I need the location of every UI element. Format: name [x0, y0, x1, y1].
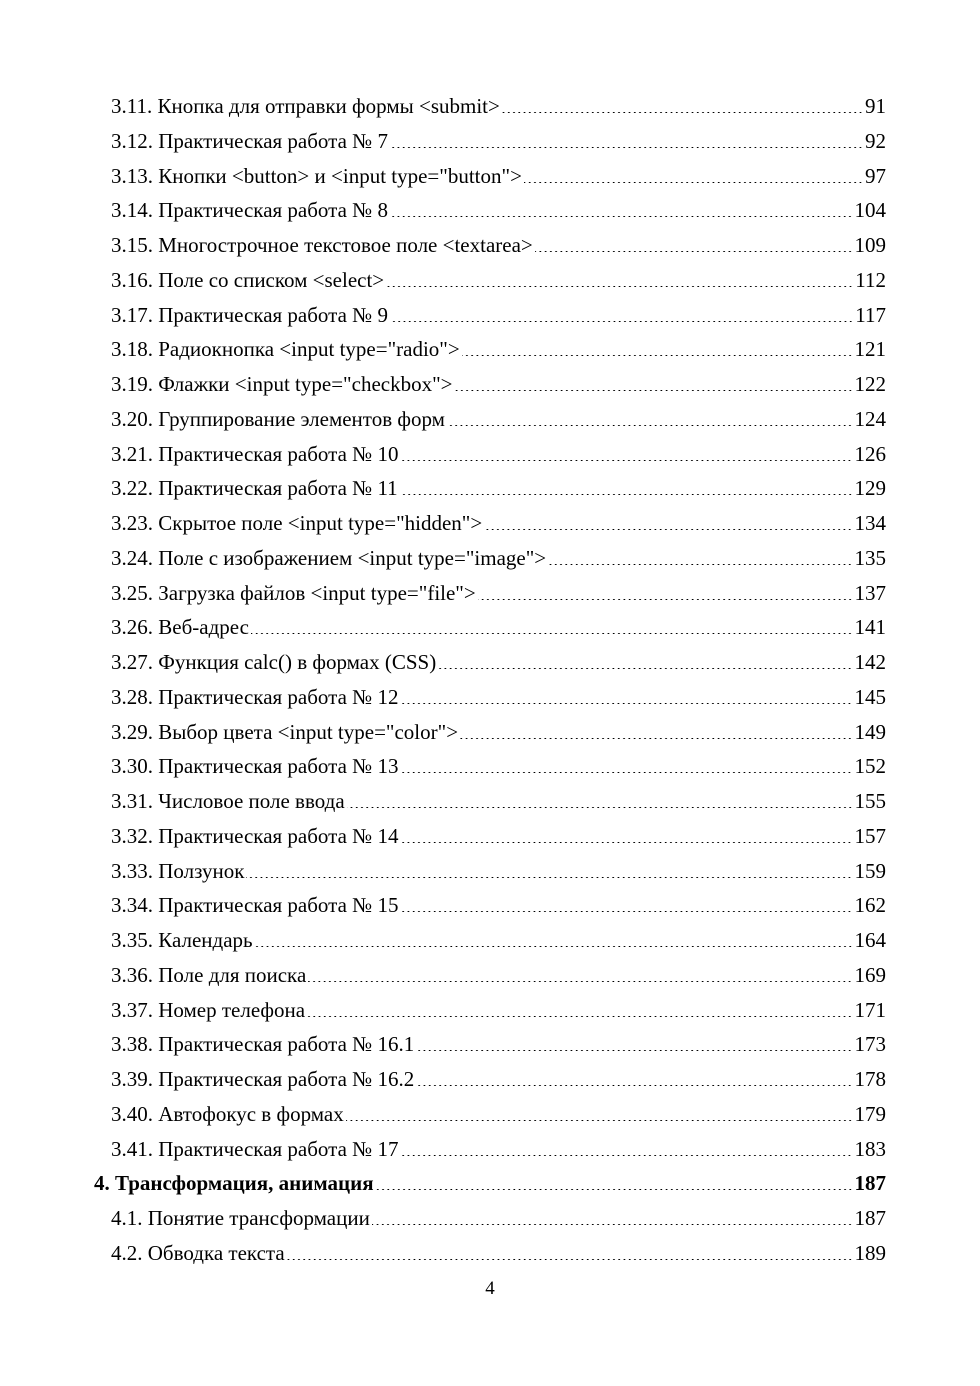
- toc-entry-page: 126: [854, 441, 886, 466]
- toc-entry: [94, 228, 886, 263]
- toc-entry: [94, 993, 886, 1028]
- toc-dot-leader: [246, 877, 852, 878]
- toc-dot-leader: [455, 390, 853, 391]
- toc-entry-title: 3.25. Загрузка файлов <input type="file">: [111, 580, 476, 605]
- toc-entry-title: 4.1. Понятие трансформации: [111, 1206, 370, 1230]
- toc-entry-title: 3.19. Флажки <input type="checkbox">: [111, 372, 453, 396]
- toc-dot-leader: [255, 946, 853, 947]
- toc-entry-title: 3.28. Практическая работа № 12: [111, 684, 399, 709]
- toc-entry: [94, 749, 886, 784]
- toc-dot-leader: [484, 529, 852, 530]
- toc-entry-page: 152: [854, 754, 886, 779]
- toc-entry-title: 3.31. Числовое поле ввода: [111, 789, 345, 813]
- toc-entry: [94, 298, 886, 333]
- toc-entry: [94, 854, 886, 889]
- toc-dot-leader: [372, 1224, 853, 1225]
- toc-entry-title: 3.37. Номер телефона: [111, 997, 306, 1022]
- toc-dot-leader: [462, 355, 853, 356]
- toc-dot-leader: [386, 286, 853, 287]
- toc-entry-page: 149: [854, 719, 886, 744]
- toc-entry-page: 109: [854, 233, 886, 257]
- toc-entry: [94, 159, 886, 194]
- toc-dot-leader: [524, 182, 863, 183]
- page-number: 4: [485, 1278, 495, 1299]
- toc-dot-leader: [390, 321, 853, 322]
- toc-entry-title: 3.32. Практическая работа № 14: [111, 823, 399, 848]
- toc-entry-title: 3.36. Поле для поиска: [111, 962, 307, 987]
- toc-entry: [94, 610, 886, 645]
- toc-entry: [94, 367, 886, 402]
- toc-entry-page: 157: [854, 823, 886, 848]
- toc-entry-title: 3.26. Веб-адрес: [111, 615, 249, 640]
- toc-entry: [94, 715, 886, 750]
- toc-entry: [94, 124, 886, 159]
- toc-entry-page: 104: [854, 198, 886, 223]
- toc-entry-page: 171: [854, 997, 886, 1022]
- toc-entry-page: 142: [854, 650, 886, 674]
- toc-entry-title: 3.41. Практическая работа № 17: [111, 1136, 399, 1161]
- toc-entry: [94, 576, 886, 611]
- toc-entry-title: 3.12. Практическая работа № 7: [111, 128, 388, 153]
- toc-dot-leader: [478, 599, 853, 600]
- toc-entry-page: 169: [854, 962, 886, 987]
- toc-entry: [94, 888, 886, 923]
- toc-dot-leader: [308, 981, 852, 982]
- toc-entry: [94, 1132, 886, 1167]
- toc-entry-title: 3.13. Кнопки <button> и <input type="button">: [111, 163, 522, 188]
- toc-entry-page: 164: [854, 928, 886, 952]
- toc-entry: [94, 471, 886, 506]
- toc-entry: [94, 332, 886, 367]
- toc-entry: [94, 923, 886, 958]
- toc-dot-leader: [416, 1050, 852, 1051]
- toc-entry: [94, 784, 886, 819]
- toc-entry: [94, 506, 886, 541]
- toc-entry-page: 134: [854, 511, 886, 535]
- toc-entry-title: 3.22. Практическая работа № 11: [111, 476, 398, 501]
- toc-dot-leader: [438, 668, 852, 669]
- toc-dot-leader: [376, 1189, 853, 1190]
- table-of-contents: [94, 89, 886, 1271]
- toc-entry-page: 97: [865, 163, 886, 188]
- toc-entry-page: 137: [854, 580, 886, 605]
- toc-dot-leader: [548, 564, 852, 565]
- toc-entry-title: 3.38. Практическая работа № 16.1: [111, 1032, 415, 1057]
- toc-entry-page: 129: [854, 476, 886, 501]
- toc-dot-leader: [416, 1085, 852, 1086]
- toc-entry-page: 91: [865, 94, 886, 118]
- toc-entry-title: 4. Трансформация, анимация: [94, 1171, 374, 1196]
- toc-entry-page: 187: [854, 1171, 886, 1196]
- toc-entry: [94, 263, 886, 298]
- toc-dot-leader: [251, 633, 853, 634]
- toc-entry: [94, 819, 886, 854]
- toc-entry-page: 117: [855, 302, 886, 327]
- toc-entry-title: 3.29. Выбор цвета <input type="color">: [111, 719, 459, 744]
- toc-dot-leader: [460, 738, 852, 739]
- toc-entry: [94, 1062, 886, 1097]
- toc-entry-title: 3.11. Кнопка для отправки формы <submit>: [111, 94, 500, 118]
- toc-entry-title: 3.21. Практическая работа № 10: [111, 441, 399, 466]
- toc-entry-title: 3.17. Практическая работа № 9: [111, 302, 388, 327]
- toc-entry: [94, 1097, 886, 1132]
- toc-entry-page: 145: [854, 684, 886, 709]
- toc-entry-title: 3.27. Функция calc() в формах (CSS): [111, 650, 437, 674]
- toc-entry-page: 159: [854, 858, 886, 883]
- toc-entry-title: 3.39. Практическая работа № 16.2: [111, 1067, 415, 1091]
- toc-entry-page: 173: [854, 1032, 886, 1057]
- toc-entry-title: 3.23. Скрытое поле <input type="hidden">: [111, 511, 483, 535]
- toc-entry-page: 189: [854, 1240, 886, 1265]
- toc-dot-leader: [447, 425, 853, 426]
- toc-entry: [94, 1201, 886, 1236]
- toc-entry: [94, 541, 886, 576]
- toc-entry-title: 3.30. Практическая работа № 13: [111, 754, 399, 779]
- toc-dot-leader: [502, 112, 863, 113]
- toc-entry-page: 92: [865, 128, 886, 153]
- toc-entry-page: 121: [854, 337, 886, 362]
- toc-entry: [94, 193, 886, 228]
- toc-entry-title: 3.24. Поле с изображением <input type="image">: [111, 545, 547, 570]
- toc-dot-leader: [400, 842, 852, 843]
- toc-entry: [94, 402, 886, 437]
- toc-entry: [94, 437, 886, 472]
- toc-entry: [94, 645, 886, 680]
- toc-dot-leader: [390, 147, 863, 148]
- toc-entry: [94, 1027, 886, 1062]
- toc-entry-title: 3.20. Группирование элементов форм: [111, 406, 445, 431]
- toc-dot-leader: [400, 772, 852, 773]
- toc-entry-page: 124: [854, 406, 886, 431]
- toc-dot-leader: [400, 911, 852, 912]
- toc-entry-page: 183: [854, 1136, 886, 1161]
- toc-entry-page: 179: [854, 1101, 886, 1126]
- toc-entry-title: 3.34. Практическая работа № 15: [111, 893, 399, 918]
- toc-dot-leader: [287, 1259, 853, 1260]
- toc-dot-leader: [400, 460, 852, 461]
- toc-dot-leader: [346, 1120, 853, 1121]
- toc-entry-title: 3.16. Поле со списком <select>: [111, 267, 385, 292]
- toc-chapter-entry: [94, 1166, 886, 1201]
- toc-entry-title: 3.18. Радиокнопка <input type="radio">: [111, 337, 460, 362]
- toc-entry-page: 155: [854, 789, 886, 813]
- toc-dot-leader: [535, 251, 853, 252]
- toc-entry-page: 187: [854, 1206, 886, 1230]
- toc-entry-page: 112: [855, 267, 886, 292]
- toc-dot-leader: [307, 1016, 852, 1017]
- toc-entry-page: 135: [854, 545, 886, 570]
- toc-dot-leader: [400, 703, 852, 704]
- toc-entry-page: 178: [854, 1067, 886, 1091]
- toc-entry: [94, 958, 886, 993]
- toc-entry-page: 141: [854, 615, 886, 640]
- toc-entry-page: 122: [854, 372, 886, 396]
- toc-dot-leader: [400, 494, 853, 495]
- toc-dot-leader: [347, 807, 853, 808]
- toc-entry: [94, 680, 886, 715]
- toc-entry: [94, 89, 886, 124]
- toc-entry-title: 4.2. Обводка текста: [111, 1240, 285, 1265]
- toc-entry-title: 3.14. Практическая работа № 8: [111, 198, 388, 223]
- toc-entry-title: 3.40. Автофокус в формах: [111, 1101, 344, 1126]
- toc-entry-title: 3.15. Многострочное текстовое поле <textarea>: [111, 233, 533, 257]
- toc-dot-leader: [390, 216, 853, 217]
- toc-entry: [94, 1236, 886, 1271]
- toc-entry-page: 162: [854, 893, 886, 918]
- toc-dot-leader: [400, 1155, 852, 1156]
- toc-entry-title: 3.33. Ползунок: [111, 858, 245, 883]
- toc-entry-title: 3.35. Календарь: [111, 928, 253, 952]
